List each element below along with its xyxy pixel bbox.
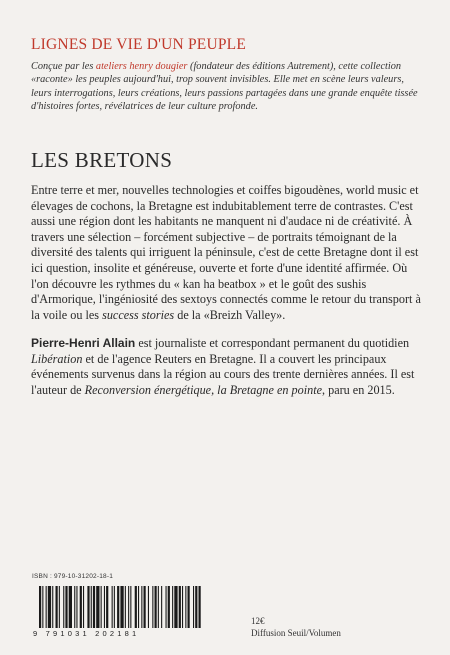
author-bio <box>31 336 427 398</box>
barcode-number: 9 791031 202181 <box>33 629 140 638</box>
bio-part3: , paru en 2015. <box>322 382 395 397</box>
author-name: Pierre-Henri Allain <box>31 336 136 350</box>
book-blurb <box>31 183 427 323</box>
barcode-bars <box>39 586 201 628</box>
blurb-part1: Entre terre et mer, nouvelles technologies et coiffes bigoudènes, world music et élevages de cochons, la Bretagne est indubitablement terre de contrastes. C'est aussi une région dont les habitants ne manquent ni d'audace ni de créativité. À travers une sélection – forcément subjective – de portraits témoignant de la diversité des talents qui irriguent la péninsule, c'est de cette Bretagne dont il est ici question, insolite et généreuse, ouverte et forte d'une identité affirmée. Où l'on découvre les rythmes du « kan ha beatbox » et le goût des sushis d'Armorique, l'ingéniosité des sextoys connectés comme le retour du transport à la voile ou les <box>31 183 421 322</box>
series-desc-part2: (fondateur des éditions Autrement), cette collection «raconte» les peuples aujourd'hui, trop souvent invisibles. Elle met en scène leurs valeurs, leurs interrogations, leurs créations, leurs passions partagées dans une grande enquête tissée d'histoires fortes, révélatrices de leur culture profonde. <box>31 61 418 113</box>
bio-part1: est journaliste et correspondant permanent du quotidien <box>135 336 410 350</box>
barcode <box>31 584 245 638</box>
price: 12€ <box>251 616 265 626</box>
series-title: LIGNES DE VIE D'UN PEUPLE <box>31 36 247 53</box>
bio-emphasis-newspaper: Libération <box>31 351 83 366</box>
book-title: LES BRETONS <box>31 148 173 172</box>
series-desc-part1: Conçue par les <box>31 61 96 72</box>
isbn-label: ISBN : 979-10-31202-18-1 <box>32 573 114 580</box>
publisher-name: ateliers henry dougier <box>95 61 188 72</box>
series-description <box>31 60 426 114</box>
blurb-emphasis: success stories <box>102 307 175 322</box>
bio-emphasis-book: Reconversion énergétique, la Bretagne en pointe <box>84 382 322 397</box>
blurb-part2: de la «Breizh Valley». <box>174 307 286 322</box>
distribution-info: Diffusion Seuil/Volumen <box>251 628 341 638</box>
bio-part2: et de l'agence Reuters en Bretagne. Il a couvert les principaux événements survenus dans la région au cours des trente dernières années. Il est l'auteur de <box>31 351 415 397</box>
